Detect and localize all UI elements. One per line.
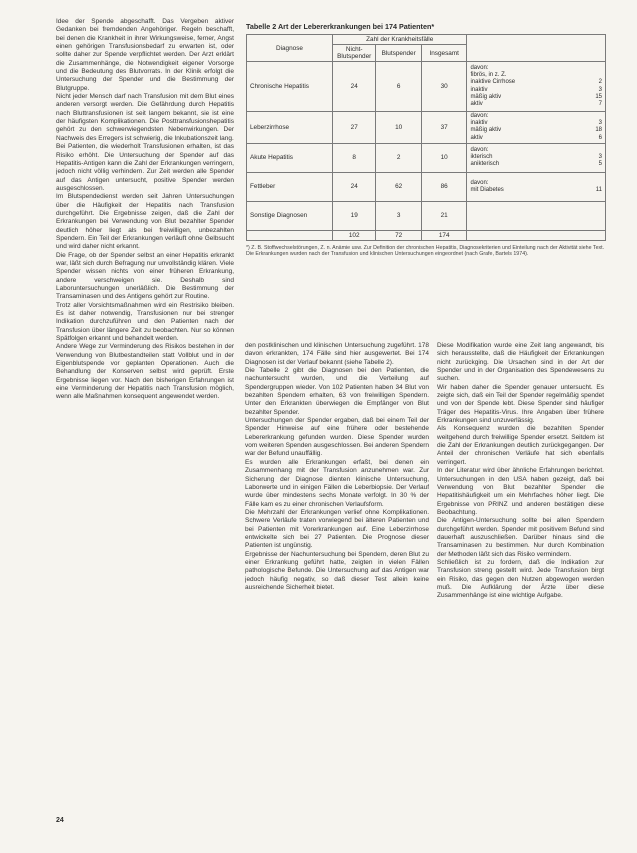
paragraph: Im Blutspendedienst werden seit Jahren Untersuchungen über die Häufigkeit der Hepatitis nach Transfusion durchgeführt. Die Ergebnisse zeigen, daß die Zahl der Erkrankungen bei Verwendung von Blut bezahlter Spender deutlich höher liegt als bei freiwilligen, unbezahlten Spendern. Ein Teil der Erkrankungen verläuft ohne Gelbsucht und wird daher nicht erkannt. bbox=[56, 193, 234, 251]
note-text: anikterisch bbox=[470, 161, 500, 168]
note-count: 3 bbox=[598, 86, 602, 93]
paragraph: Wir haben daher die Spender genauer untersucht. Es zeigte sich, daß ein Teil der Spender regelmäßig spendet und von der Spende lebt. Diese Spender sind häufiger Träger des Hepatitis-Virus. Ihre Angaben über frühere Erkrankungen sind unzuverlässig. bbox=[437, 383, 604, 425]
header-diagnose: Diagnose bbox=[247, 35, 333, 62]
note-line bbox=[470, 72, 602, 79]
note-text: aktiv bbox=[470, 134, 483, 141]
note-text: inaktiv bbox=[470, 120, 488, 127]
note-text: mäßig aktiv bbox=[470, 93, 502, 100]
paragraph: Es wurden alle Erkrankungen erfaßt, bei denen ein Zusammenhang mit der Transfusion anzunehmen war. Zur Sicherung der Diagnose dienten klinische Untersuchung, Laborwerte und in einigen Fällen die Leberbiopsie. Der Verlauf wurde über mindestens sechs Monate verfolgt. In 30 % der Fälle kam es zu einer chronischen Verlaufsform. bbox=[245, 458, 429, 508]
note-line bbox=[470, 161, 602, 168]
note-text: aktiv bbox=[470, 100, 483, 107]
insgesamt-cell: 30 bbox=[421, 62, 467, 112]
notes-cell bbox=[467, 201, 606, 230]
note-text: inaktive Cirrhose bbox=[470, 79, 516, 86]
notes-cell bbox=[467, 172, 606, 201]
paragraph: Idee der Spende abgeschafft. Das Vergeben aktiver Gedanken bei fremdenden Angehöriger. Regeln beschafft, bei denen die Krankheit in ihrer Wirkungsweise, ferner, Angst einen gehörigen Transfusionsbedarf zu erwarten ist, oder sollte daher zur Spende verpflichtet werden. Der Arzt erklärt die Zusammenhänge, die Notwendigkeit eigener Vorsorge und die Bedeutung des Blutvorrats. In der Klinik erfolgt die Untersuchung der Spender und die Bestimmung der Blutgruppe. bbox=[56, 18, 234, 92]
table-total-row bbox=[247, 230, 606, 240]
paragraph: In der Literatur wird über ähnliche Erfahrungen berichtet. Untersuchungen in den USA haben gezeigt, daß bei Verwendung von Blut bezahlter Spender die Hepatitishäufigkeit um ein Mehrfaches höher liegt. Die Ergebnisse von PRINZ und anderen bestätigen diese Beobachtung. bbox=[437, 467, 604, 516]
diagnosis-table bbox=[246, 34, 606, 241]
note-text: mäßig aktiv bbox=[470, 127, 502, 134]
paragraph: Als Konsequenz wurden die bezahlten Spender weitgehend durch freiwillige Spender ersetzt. Seitdem ist die Zahl der Erkrankungen deutlich zurückgegangen. Der Anteil der chronischen Verläufe hat sich ebenfalls verringert. bbox=[437, 425, 604, 466]
insgesamt-cell: 21 bbox=[421, 201, 467, 230]
note-text: davon: bbox=[470, 179, 489, 186]
table-row bbox=[247, 62, 606, 112]
note-line bbox=[470, 120, 602, 127]
note-text: davon: bbox=[470, 147, 489, 153]
note-text: inaktiv bbox=[470, 86, 488, 93]
note-line bbox=[470, 135, 602, 142]
table-block bbox=[246, 22, 606, 257]
total-ges: 174 bbox=[421, 230, 467, 240]
note-count: 3 bbox=[598, 154, 602, 161]
paragraph: den postklinischen und klinischen Untersuchung zugeführt. 178 davon erkrankten, 174 Fälle sind hier ausgewertet. Bei 174 Diagnosen ist der Verlauf bekannt (siehe Tabelle 2). bbox=[245, 342, 429, 366]
paragraph: Schließlich ist zu fordern, daß die Indikation zur Transfusion streng gestellt wird. Jede Transfusion birgt ein Risiko, das gegen den Nutzen abgewogen werden muß. Die Aufklärung der Ärzte über diese Zusammenhänge ist eine wichtige Aufgabe. bbox=[437, 558, 604, 600]
total-label-cell bbox=[247, 230, 333, 240]
note-line bbox=[470, 79, 602, 86]
nicht-blutspender-cell: 24 bbox=[332, 172, 375, 201]
table-row bbox=[247, 143, 606, 172]
nicht-blutspender-cell: 19 bbox=[332, 201, 375, 230]
note-line bbox=[470, 180, 602, 187]
table-title: Tabelle 2 Art der Lebererkrankungen bei 174 Patienten* bbox=[246, 22, 435, 31]
paragraph: Trotz aller Vorsichtsmaßnahmen wird ein Restrisiko bleiben. Es ist daher notwendig, Transfusionen nur bei strenger Indikation durchzuführen und den Patienten nach der Transfusion über längere Zeit zu beobachten. Nur so können Spätfolgen erkannt und behandelt werden. bbox=[56, 301, 234, 343]
paragraph: Bei Patienten, die wiederholt Transfusionen erhalten, ist das Risiko erhöht. Die Untersuchung der Spender auf das Hepatitis-Antigen kann die Zahl der Erkrankungen verringern, jedoch nicht völlig verhindern. Zur Zeit werden alle Spender auf das Antigen untersucht, positive Spender werden ausgeschlossen. bbox=[56, 143, 234, 192]
note-line bbox=[470, 154, 602, 161]
paragraph: Die Mehrzahl der Erkrankungen verlief ohne Komplikationen. Schwere Verläufe traten vorwiegend bei älteren Patienten und bei Patienten mit Vorerkrankungen auf. Eine Leberzirrhose entwickelte sich bei 27 Patienten. Die Prognose dieser Patienten ist ungünstig. bbox=[245, 508, 429, 550]
notes-cell bbox=[467, 112, 606, 144]
note-count: 6 bbox=[598, 134, 602, 141]
page-number: 24 bbox=[56, 817, 64, 824]
paragraph: Die Frage, ob der Spender selbst an einer Hepatitis erkrankt war, läßt sich durch Befragung nur unvollständig klären. Viele Spender wissen nichts von einer früheren Erkrankung, andere verschweigen sie. Deshalb sind Laboruntersuchungen unerläßlich. Die Bestimmung der Transaminasen und des Antigens gehört zur Routine. bbox=[56, 251, 234, 301]
header-insgesamt: Insgesamt bbox=[421, 45, 467, 62]
blutspender-cell: 10 bbox=[376, 112, 422, 144]
paragraph: Die Antigen-Untersuchung sollte bei allen Spendern durchgeführt werden. Spender mit positivem Befund sind dauerhaft auszuschließen. Darüber hinaus sind die Transaminasen zu bestimmen. Nur durch Kombination der Methoden läßt sich das Risiko vermindern. bbox=[437, 517, 604, 558]
note-text: davon: bbox=[470, 113, 489, 119]
note-count: 18 bbox=[595, 127, 602, 134]
paragraph: Ergebnisse der Nachuntersuchung bei Spendern, deren Blut zu einer Erkrankung geführt hatte, zeigten in vielen Fällen pathologische Befunde. Die Untersuchung auf das Antigen war jedoch häufig negativ, so daß dieser Test allein keine ausreichende Sicherheit bietet. bbox=[245, 550, 429, 591]
notes-cell bbox=[467, 143, 606, 172]
table-row bbox=[247, 172, 606, 201]
table-footnote: *) Z. B. Stoffwechselstörungen, Z. n. Anämie usw. Zur Definition der chronischen Hepatitis, Diagnosekriterien und Einteilung nach der Aktivität siehe Text. Die Erkrankungen wurden nach der Transfusion und klinischen Untersuchungen eingeordnet (nach Grafe, Bartels 1974). bbox=[246, 244, 605, 258]
paragraph: Die Tabelle 2 gibt die Diagnosen bei den Patienten, die nachuntersucht wurden, und die Verteilung auf Spendergruppen wieder. Von 102 Patienten haben 34 Blut von bezahlten Spendern erhalten, 63 von freiwilligen Spendern. Unter den Erkrankten überwiegen die Empfänger von Blut bezahlter Spender. bbox=[245, 367, 429, 416]
middle-text-column bbox=[245, 342, 429, 828]
note-line bbox=[470, 113, 602, 120]
note-count: 7 bbox=[598, 100, 602, 107]
note-text: davon: bbox=[470, 64, 489, 71]
note-line bbox=[470, 101, 602, 108]
header-nicht-blutspender: Nicht-Blutspender bbox=[332, 45, 375, 62]
paragraph: Andere Wege zur Verminderung des Risikos bestehen in der Verwendung von Blutbestandteilen statt Vollblut und in der Eigenblutspende vor geplanten Operationen. Auch die Behandlung der Konserven selbst wird geprüft. Erste Ergebnisse liegen vor. Nach den bisherigen Erfahrungen ist eine Verminderung der Hepatitis nach Transfusion möglich, wenn alle Maßnahmen konsequent angewendet werden. bbox=[56, 343, 234, 401]
diagnose-cell: Sonstige Diagnosen bbox=[247, 201, 333, 230]
blutspender-cell: 3 bbox=[376, 201, 422, 230]
blutspender-cell: 2 bbox=[376, 143, 422, 172]
left-text-column bbox=[56, 18, 234, 828]
table-body bbox=[247, 62, 606, 231]
insgesamt-cell: 37 bbox=[421, 112, 467, 144]
note-text: fibrös, in z. Z. bbox=[470, 72, 507, 79]
blutspender-cell: 62 bbox=[376, 172, 422, 201]
header-blutspender: Blutspender bbox=[376, 45, 422, 62]
total-nicht: 102 bbox=[332, 230, 375, 240]
diagnose-cell: Fettleber bbox=[247, 172, 333, 201]
note-count: 11 bbox=[595, 186, 602, 193]
note-line bbox=[470, 147, 602, 154]
paragraph: Nicht jeder Mensch darf nach Transfusion mit dem Blut eines anderen versorgt werden. Die Gefährdung durch Hepatitis nach Bluttransfusionen ist seit langem bekannt, sie ist eine der häufigsten Komplikationen. Die Posttransfusionshepatitis gehört zu den schwerwiegendsten Nebenwirkungen. Der Nachweis des Erregers ist schwierig, die Inkubationszeit lang. bbox=[56, 93, 234, 142]
table-row bbox=[247, 112, 606, 144]
paragraph: Untersuchungen der Spender ergaben, daß bei einem Teil der Spender Hinweise auf eine frühere oder bestehende Lebererkrankung gefunden wurden. Diese Spender wurden vom weiteren Spenden ausgeschlossen. Bei anderen Spendern war der Befund unauffällig. bbox=[245, 417, 429, 458]
table-row bbox=[247, 201, 606, 230]
note-count: 15 bbox=[595, 93, 602, 100]
diagnose-cell: Chronische Hepatitis bbox=[247, 62, 333, 112]
diagnose-cell: Leberzirrhose bbox=[247, 112, 333, 144]
note-text: mit Diabetes bbox=[470, 186, 504, 193]
table-header-row bbox=[247, 35, 606, 45]
insgesamt-cell: 86 bbox=[421, 172, 467, 201]
header-group: Zahl der Krankheitsfälle bbox=[332, 35, 466, 45]
total-blut: 72 bbox=[376, 230, 422, 240]
note-line bbox=[470, 94, 602, 101]
nicht-blutspender-cell: 27 bbox=[332, 112, 375, 144]
note-line bbox=[470, 127, 602, 134]
notes-cell bbox=[467, 62, 606, 112]
blutspender-cell: 6 bbox=[376, 62, 422, 112]
note-line bbox=[470, 87, 602, 94]
total-notes-cell bbox=[467, 230, 606, 240]
insgesamt-cell: 10 bbox=[421, 143, 467, 172]
note-count: 2 bbox=[598, 79, 602, 86]
paragraph: Diese Modifikation wurde eine Zeit lang angewandt, bis sich herausstellte, daß die Häufigkeit der Erkrankungen nicht zurückging. Die Ursachen sind in der Art der Spender und in der Organisation des Spendewesens zu suchen. bbox=[437, 342, 604, 383]
nicht-blutspender-cell: 8 bbox=[332, 143, 375, 172]
note-text: ikterisch bbox=[470, 154, 493, 161]
note-line bbox=[470, 65, 602, 72]
note-count: 5 bbox=[598, 161, 602, 168]
diagnose-cell: Akute Hepatitis bbox=[247, 143, 333, 172]
note-count: 3 bbox=[598, 120, 602, 127]
header-notes bbox=[467, 35, 606, 62]
nicht-blutspender-cell: 24 bbox=[332, 62, 375, 112]
right-text-column bbox=[437, 342, 604, 828]
note-line bbox=[470, 187, 602, 194]
